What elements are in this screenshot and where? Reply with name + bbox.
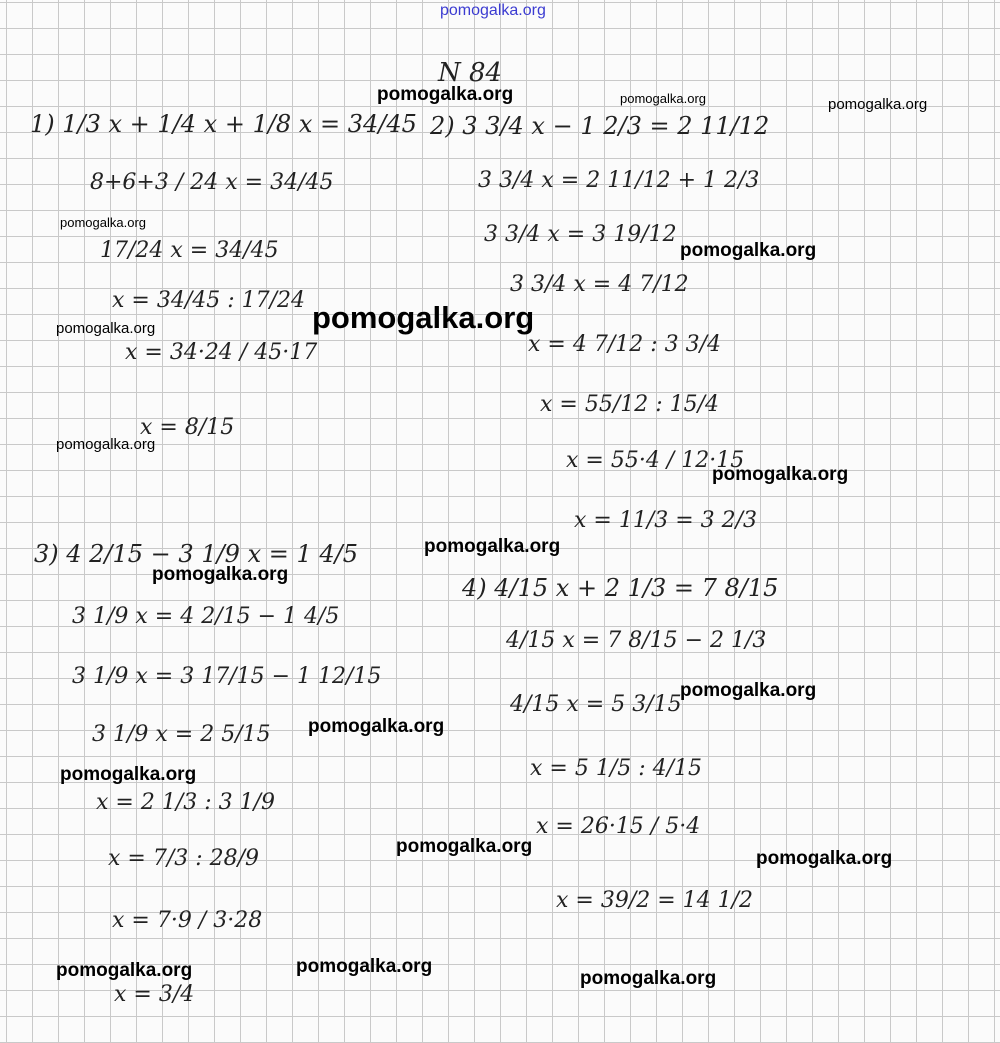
watermark: pomogalka.org xyxy=(56,960,193,981)
p4-line-4: x = 5 1/5 : 4/15 xyxy=(530,756,703,781)
watermark: pomogalka.org xyxy=(152,564,289,585)
watermark: pomogalka.org xyxy=(712,464,849,485)
p2-line-1: 2) 3 3/4 x − 1 2/3 = 2 11/12 xyxy=(430,112,770,140)
p4-line-3: 4/15 x = 5 3/15 xyxy=(510,692,682,717)
p3-line-4: 3 1/9 x = 2 5/15 xyxy=(92,722,271,747)
p3-line-7: x = 7·9 / 3·28 xyxy=(112,908,263,933)
p1-line-6: x = 8/15 xyxy=(140,415,235,440)
p4-line-6: x = 39/2 = 14 1/2 xyxy=(556,888,754,913)
p2-line-6: x = 55/12 : 15/4 xyxy=(540,392,720,417)
watermark: pomogalka.org xyxy=(756,848,893,869)
p3-line-2: 3 1/9 x = 4 2/15 − 1 4/5 xyxy=(72,604,340,629)
p1-line-4: x = 34/45 : 17/24 xyxy=(112,288,306,313)
watermark: pomogalka.org xyxy=(680,680,817,701)
watermark: pomogalka.org xyxy=(56,320,156,337)
p4-line-2: 4/15 x = 7 8/15 − 2 1/3 xyxy=(506,628,767,653)
p1-line-1: 1) 1/3 x + 1/4 x + 1/8 x = 34/45 xyxy=(30,110,417,138)
top-watermark: pomogalka.org xyxy=(440,2,546,19)
watermark: pomogalka.org xyxy=(828,96,928,113)
watermark: pomogalka.org xyxy=(56,436,156,453)
p2-line-7: x = 55·4 / 12·15 xyxy=(566,448,745,473)
watermark-large: pomogalka.org xyxy=(312,300,535,335)
watermark: pomogalka.org xyxy=(620,91,706,106)
watermark: pomogalka.org xyxy=(396,836,533,857)
p3-line-3: 3 1/9 x = 3 17/15 − 1 12/15 xyxy=(72,664,382,689)
p3-line-6: x = 7/3 : 28/9 xyxy=(108,846,260,871)
watermark: pomogalka.org xyxy=(308,716,445,737)
p2-line-8: x = 11/3 = 3 2/3 xyxy=(574,508,758,533)
p3-line-5: x = 2 1/3 : 3 1/9 xyxy=(96,790,276,815)
p2-line-4: 3 3/4 x = 4 7/12 xyxy=(510,272,689,297)
p1-line-5: x = 34·24 / 45·17 xyxy=(125,340,318,365)
watermark: pomogalka.org xyxy=(60,764,197,785)
p1-line-2: 8+6+3 / 24 x = 34/45 xyxy=(90,170,334,195)
watermark: pomogalka.org xyxy=(377,84,514,105)
watermark: pomogalka.org xyxy=(680,240,817,261)
problem-number: N 84 xyxy=(438,58,503,88)
watermark: pomogalka.org xyxy=(60,215,146,230)
p4-line-1: 4) 4/15 x + 2 1/3 = 7 8/15 xyxy=(462,574,779,602)
p3-line-1: 3) 4 2/15 − 3 1/9 x = 1 4/5 xyxy=(34,540,358,568)
watermark: pomogalka.org xyxy=(424,536,561,557)
p1-line-3: 17/24 x = 34/45 xyxy=(100,238,279,263)
watermark: pomogalka.org xyxy=(580,968,717,989)
p2-line-5: x = 4 7/12 : 3 3/4 xyxy=(528,332,722,357)
p3-line-8: x = 3/4 xyxy=(114,982,195,1007)
p4-line-5: x = 26·15 / 5·4 xyxy=(536,814,701,839)
watermark: pomogalka.org xyxy=(296,956,433,977)
p2-line-3: 3 3/4 x = 3 19/12 xyxy=(484,222,677,247)
p2-line-2: 3 3/4 x = 2 11/12 + 1 2/3 xyxy=(478,168,760,193)
